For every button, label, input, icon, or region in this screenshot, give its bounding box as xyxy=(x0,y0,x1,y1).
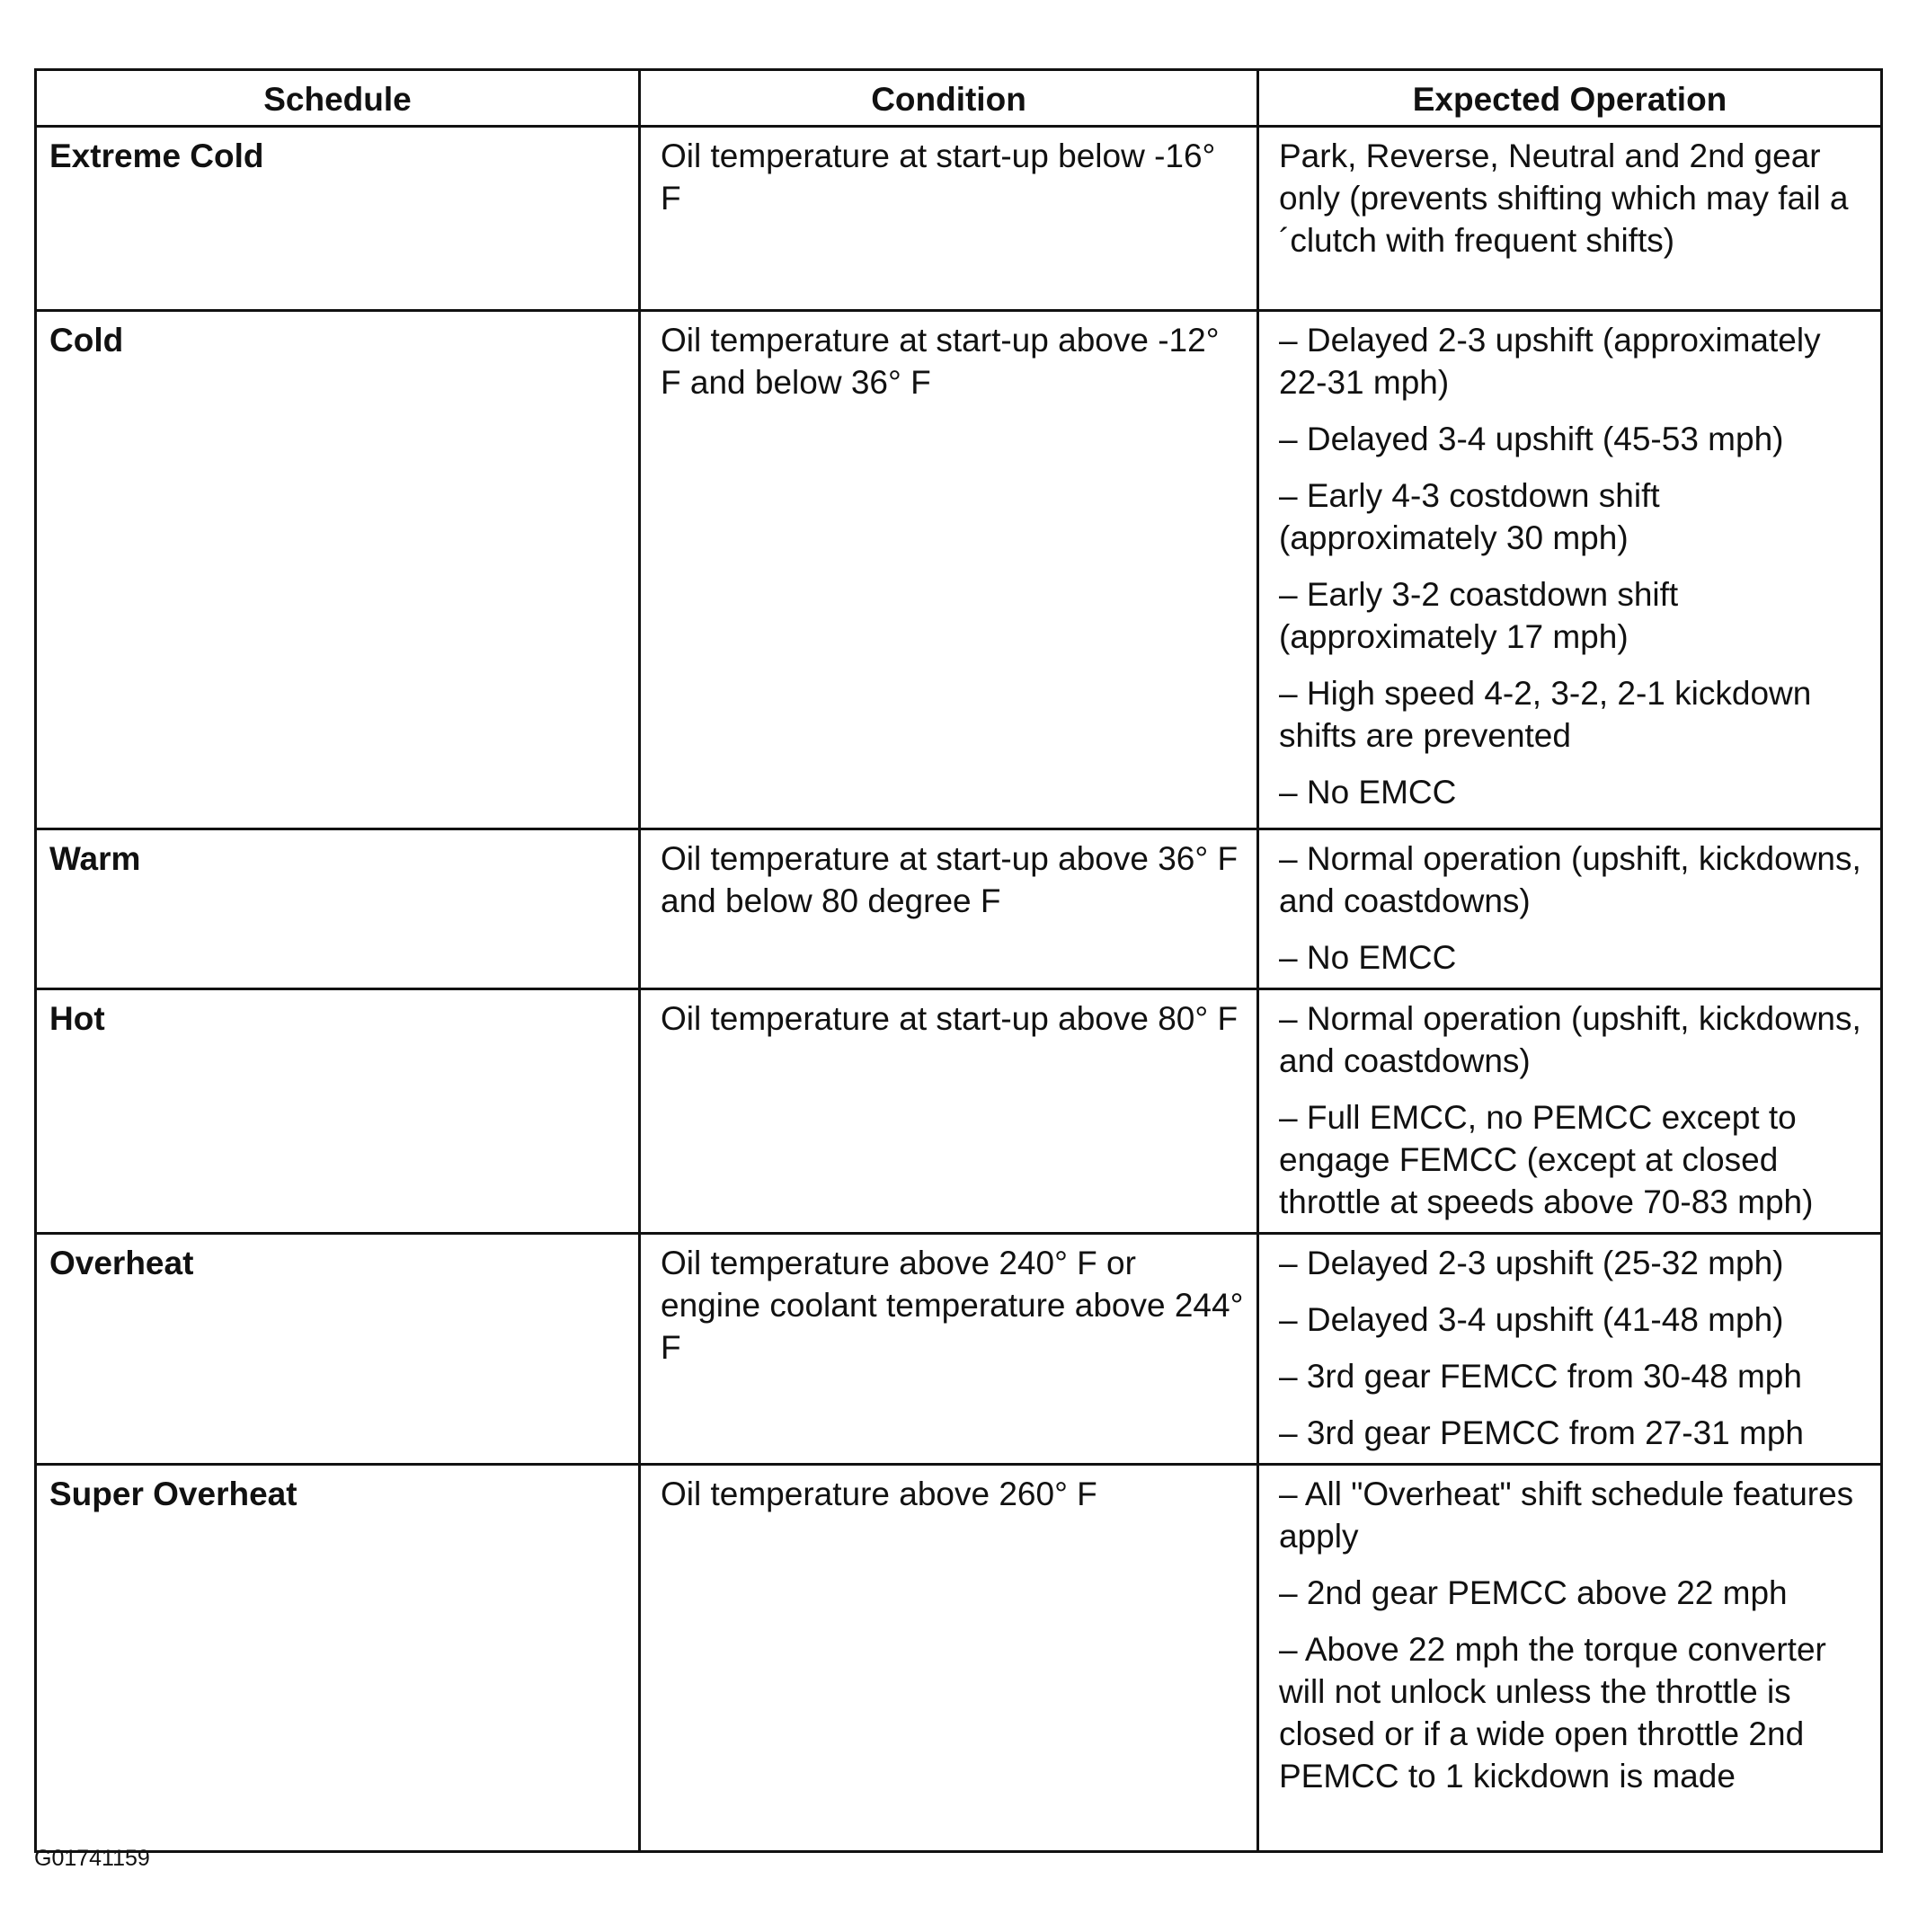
operation-item: – Normal operation (upshift, kickdowns, and coastdowns) xyxy=(1279,1000,1861,1079)
condition-cell: Oil temperature at start-up below -16° F xyxy=(640,127,1258,311)
operation-cell xyxy=(1258,127,1882,311)
condition-cell: Oil temperature at start-up above -12° F and below 36° F xyxy=(640,311,1258,829)
schedule-cell: Extreme Cold xyxy=(36,127,640,311)
table-header-row xyxy=(36,70,1882,127)
shift-schedule-table xyxy=(34,68,1883,1853)
operation-cell xyxy=(1258,1465,1882,1852)
table-row-cold xyxy=(36,311,1882,829)
schedule-cell: Cold xyxy=(36,311,640,829)
operation-item: – 2nd gear PEMCC above 22 mph xyxy=(1279,1574,1788,1611)
operation-item: – Delayed 2-3 upshift (25-32 mph) xyxy=(1279,1245,1784,1281)
operation-cell xyxy=(1258,989,1882,1234)
operation-item: – Above 22 mph the torque converter will not unlock unless the throttle is closed or if a wide open throttle 2nd PEMCC to 1 kickdown is made xyxy=(1279,1631,1826,1795)
operation-item: – Delayed 2-3 upshift (approximately 22-31 mph) xyxy=(1279,322,1821,401)
condition-cell: Oil temperature above 240° F or engine coolant temperature above 244° F xyxy=(640,1234,1258,1465)
operation-item: – All "Overheat" shift schedule features apply xyxy=(1279,1476,1854,1555)
figure-id-label: G01741159 xyxy=(34,1846,150,1871)
condition-cell: Oil temperature at start-up above 80° F xyxy=(640,989,1258,1234)
schedule-cell: Overheat xyxy=(36,1234,640,1465)
column-header-condition: Condition xyxy=(640,70,1258,127)
column-header-expected-operation: Expected Operation xyxy=(1258,70,1882,127)
schedule-cell: Warm xyxy=(36,829,640,989)
operation-item: – Delayed 3-4 upshift (41-48 mph) xyxy=(1279,1301,1784,1338)
operation-item: – 3rd gear PEMCC from 27-31 mph xyxy=(1279,1414,1805,1451)
table-row-hot xyxy=(36,989,1882,1234)
operation-item: – Delayed 3-4 upshift (45-53 mph) xyxy=(1279,421,1784,457)
schedule-cell: Super Overheat xyxy=(36,1465,640,1852)
operation-item: – Early 3-2 coastdown shift (approximately 17 mph) xyxy=(1279,576,1679,655)
table-row-overheat xyxy=(36,1234,1882,1465)
operation-item: – Normal operation (upshift, kickdowns, and coastdowns) xyxy=(1279,840,1861,919)
operation-item: – Full EMCC, no PEMCC except to engage FEMCC (except at closed throttle at speeds above 70-83 mph) xyxy=(1279,1099,1814,1220)
table-row-extreme-cold xyxy=(36,127,1882,311)
condition-cell: Oil temperature above 260° F xyxy=(640,1465,1258,1852)
schedule-cell: Hot xyxy=(36,989,640,1234)
condition-cell: Oil temperature at start-up above 36° F and below 80 degree F xyxy=(640,829,1258,989)
table-row-warm xyxy=(36,829,1882,989)
table-row-super-overheat xyxy=(36,1465,1882,1852)
operation-item: Park, Reverse, Neutral and 2nd gear only (prevents shifting which may fail a´clutch with frequent shifts) xyxy=(1279,137,1849,259)
operation-cell xyxy=(1258,311,1882,829)
operation-item: – High speed 4-2, 3-2, 2-1 kickdown shifts are prevented xyxy=(1279,675,1812,754)
operation-cell xyxy=(1258,1234,1882,1465)
column-header-schedule: Schedule xyxy=(36,70,640,127)
operation-cell xyxy=(1258,829,1882,989)
operation-item: – Early 4-3 costdown shift (approximately 30 mph) xyxy=(1279,477,1660,556)
operation-item: – 3rd gear FEMCC from 30-48 mph xyxy=(1279,1358,1802,1395)
operation-item: – No EMCC xyxy=(1279,939,1457,976)
operation-item: – No EMCC xyxy=(1279,774,1457,811)
